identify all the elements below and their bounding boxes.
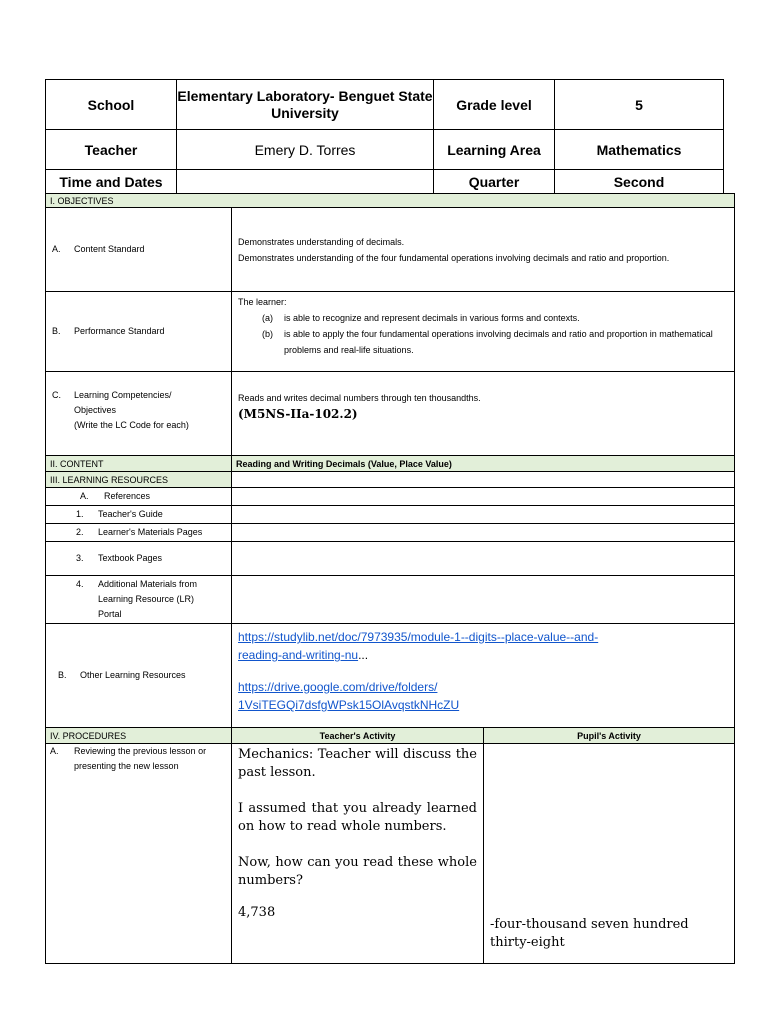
textbook-pages-marker: 3. <box>76 553 84 563</box>
textbook-pages-text: Textbook Pages <box>98 553 163 563</box>
competencies-code: (M5NS-IIa-102.2) <box>238 407 358 421</box>
header-table <box>45 79 724 194</box>
reviewing-lesson-line2: presenting the new lesson <box>74 761 179 771</box>
competencies-label <box>46 372 232 456</box>
competencies-label-line2: Objectives <box>74 405 117 415</box>
learners-materials-marker: 2. <box>76 527 84 537</box>
learners-materials-label <box>46 524 232 542</box>
pupil-answer: -four-thousand seven hundred thirty-eight <box>490 917 689 950</box>
teacher-activity-cell <box>232 744 484 964</box>
time-label: Time and Dates <box>46 170 177 194</box>
content-standard-label <box>46 208 232 292</box>
link-spacer <box>238 664 728 678</box>
grade-label: Grade level <box>434 80 555 130</box>
performance-marker: B. <box>52 326 61 336</box>
quarter-label: Quarter <box>434 170 555 194</box>
additional-materials-marker: 4. <box>76 579 84 589</box>
content-standard-value <box>232 208 735 292</box>
resources-heading-blank <box>232 472 735 488</box>
quarter-value: Second <box>555 170 724 194</box>
reviewing-lesson-marker: A. <box>50 746 59 756</box>
reviewing-lesson-lines <box>74 744 206 774</box>
performance-intro: The learner: <box>238 297 287 307</box>
other-resources-text: Other Learning Resources <box>80 670 186 680</box>
performance-item-b <box>238 326 728 358</box>
competencies-label-lines <box>74 388 189 433</box>
pupil-activity-cell <box>484 744 735 964</box>
content-value: Reading and Writing Decimals (Value, Place Value) <box>232 456 735 472</box>
performance-standard-value <box>232 292 735 372</box>
area-label: Learning Area <box>434 130 555 170</box>
area-value: Mathematics <box>555 130 724 170</box>
drive-link-line2[interactable]: 1VsiTEGQi7dsfgWPsk15OlAvqstkNHcZU <box>238 698 460 712</box>
other-resources-marker: B. <box>58 670 67 680</box>
reviewing-lesson-line1: Reviewing the previous lesson or <box>74 746 207 756</box>
references-marker: A. <box>80 491 89 501</box>
teacher-label: Teacher <box>46 130 177 170</box>
teachers-guide-value <box>232 506 735 524</box>
drive-link-line1[interactable]: https://drive.google.com/drive/folders/ <box>238 680 438 694</box>
other-resources-label <box>46 624 232 728</box>
textbook-pages-value <box>232 542 735 576</box>
studylib-link-line1[interactable]: https://studylib.net/doc/7973935/module-1--digits--place-value--and- <box>238 630 599 644</box>
teachers-guide-marker: 1. <box>76 509 84 519</box>
additional-materials-row <box>76 577 231 622</box>
competencies-value <box>232 372 735 456</box>
additional-materials-line3: Portal <box>98 609 122 619</box>
pupil-activity-header: Pupil's Activity <box>484 728 735 744</box>
additional-materials-line2: Learning Resource (LR) <box>98 594 195 604</box>
performance-a-text: is able to recognize and represent decimals in various forms and contexts. <box>284 313 580 323</box>
performance-standard-label <box>46 292 232 372</box>
performance-a-marker: (a) <box>262 313 273 323</box>
teacher-value: Emery D. Torres <box>177 130 434 170</box>
lesson-plan-table <box>45 193 735 964</box>
teacher-activity-header: Teacher's Activity <box>232 728 484 744</box>
performance-b-marker: (b) <box>262 329 273 339</box>
references-value <box>232 488 735 506</box>
competencies-marker: C. <box>52 390 61 400</box>
content-standard-marker: A. <box>52 244 61 254</box>
school-label: School <box>46 80 177 130</box>
procedures-heading: IV. PROCEDURES <box>46 728 232 744</box>
additional-materials-lines <box>98 577 197 622</box>
additional-materials-label <box>46 576 232 624</box>
teacher-line-question: Now, how can you read these whole numbers? <box>238 855 477 888</box>
content-standard-line1: Demonstrates understanding of decimals. <box>238 236 405 247</box>
competencies-label-line3: (Write the LC Code for each) <box>74 420 189 430</box>
references-text: References <box>104 491 151 501</box>
content-standard-line2: Demonstrates understanding of the four fundamental operations involving decimals and ratio and proportion. <box>238 252 670 263</box>
content-heading: II. CONTENT <box>46 456 232 472</box>
textbook-pages-label <box>46 542 232 576</box>
drive-link[interactable] <box>238 678 728 714</box>
content-standard-text: Content Standard <box>74 244 145 254</box>
studylib-link-line2[interactable]: reading-and-writing-nu <box>238 648 359 662</box>
learners-materials-text: Learner's Materials Pages <box>98 527 203 537</box>
reviewing-lesson-label <box>46 744 232 964</box>
competencies-label-line1: Learning Competencies/ <box>74 390 172 400</box>
other-resources-value <box>232 624 735 728</box>
studylib-link[interactable] <box>238 628 728 664</box>
teachers-guide-label <box>46 506 232 524</box>
teacher-line-assumed: I assumed that you already learned on how to read whole numbers. <box>238 801 477 834</box>
grade-value: 5 <box>555 80 724 130</box>
learners-materials-value <box>232 524 735 542</box>
additional-materials-value <box>232 576 735 624</box>
reviewing-lesson-row <box>50 744 231 774</box>
resources-heading: III. LEARNING RESOURCES <box>46 472 232 488</box>
competencies-text: Reads and writes decimal numbers through ten thousandths. <box>238 393 481 403</box>
objectives-heading: I. OBJECTIVES <box>46 194 735 208</box>
school-value: Elementary Laboratory- Benguet State University <box>177 80 434 130</box>
studylib-link-ellipsis: ... <box>358 648 369 662</box>
performance-b-text: is able to apply the four fundamental operations involving decimals and ratio and proportion in mathematical problems and real-life situations. <box>284 329 713 355</box>
teachers-guide-text: Teacher's Guide <box>98 509 163 519</box>
additional-materials-line1: Additional Materials from <box>98 579 198 589</box>
time-value <box>177 170 434 194</box>
performance-text: Performance Standard <box>74 326 165 336</box>
competencies-label-row <box>52 388 231 433</box>
teacher-line-mechanics: Mechanics: Teacher will discuss the past lesson. <box>238 747 477 780</box>
references-label <box>46 488 232 506</box>
teacher-line-number: 4,738 <box>238 905 276 920</box>
performance-item-a <box>238 310 728 326</box>
